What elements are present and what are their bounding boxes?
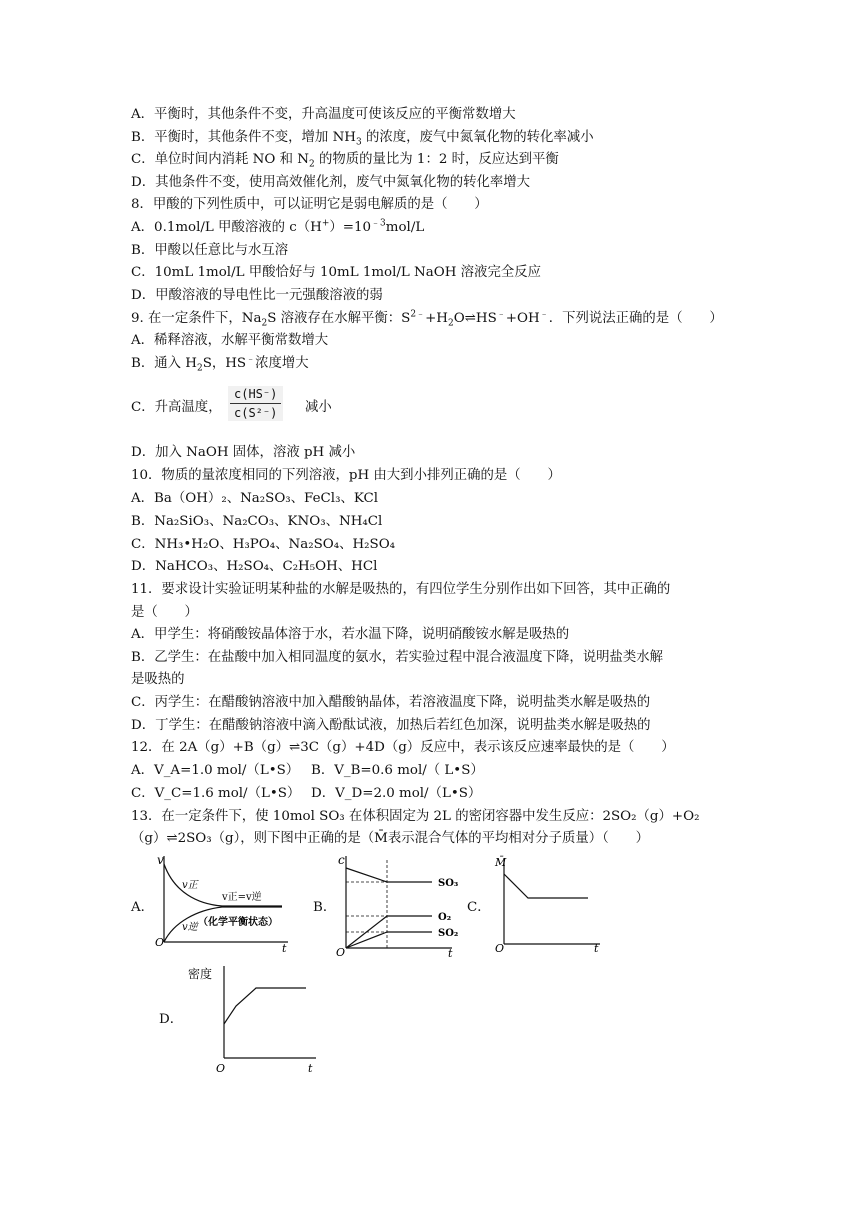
graph-a-origin: O: [155, 936, 165, 949]
q12-option-c: C．V_C=1.6 mol/（L•S）: [131, 786, 301, 801]
graph-b-x-label: t: [448, 947, 453, 958]
q10-option-d: D．NaHCO₃、H₂SO₄、C₂H₅OH、HCl: [131, 559, 378, 574]
graph-d-origin: O: [216, 1062, 226, 1074]
q8-stem: 8．甲酸的下列性质中，可以证明它是弱电解质的是（ ）: [131, 197, 488, 212]
graph-c: [490, 852, 610, 952]
q13-stem-line1: 13．在一定条件下，使 10mol SO₃ 在体积固定为 2L 的密闭容器中发生反应：2SO₂（g）+O₂: [131, 809, 700, 824]
q10-option-c: C．NH₃•H₂O、H₃PO₄、Na₂SO₄、H₂SO₄: [131, 537, 396, 552]
q8-option-b: B．甲酸以任意比与水互溶: [131, 243, 289, 258]
graph-a-equal-label: v正=v逆: [222, 892, 262, 903]
graph-a-label: A．: [131, 900, 155, 915]
graph-b-so3-label: SO₃: [438, 878, 459, 889]
q8-option-a: A．0.1mol/L 甲酸溶液的 $c(H^+)=10^{﹣3}mol/L$: [131, 218, 425, 235]
q11-option-d: D．丁学生：在醋酸钠溶液中滴入酚酞试液，加热后若红色加深，说明盐类水解是吸热的: [131, 718, 651, 733]
graph-a: [152, 852, 292, 952]
graph-b: [332, 852, 472, 958]
q12-option-b: B．V_B=0.6 mol/（ L•S）: [311, 763, 484, 778]
graph-a-x-label: t: [282, 942, 287, 952]
q9-option-a: A．稀释溶液，水解平衡常数增大: [131, 333, 329, 348]
q7-option-a: A．平衡时，其他条件不变，升高温度可使该反应的平衡常数增大: [131, 107, 516, 122]
q12-stem: 12．在 2A（g）+B（g）⇌3C（g）+4D（g）反应中，表示该反应速率最快的是（ ）: [131, 740, 675, 755]
graph-a-forward-label: v正: [182, 880, 198, 891]
graph-c-x-label: t: [594, 942, 599, 952]
q11-option-c: C．丙学生：在醋酸钠溶液中加入醋酸钠晶体，若溶液温度下降，说明盐类水解是吸热的: [131, 695, 651, 710]
q8-option-d: D．甲酸溶液的导电性比一元强酸溶液的弱: [131, 288, 383, 303]
q11-option-b-line2: 是吸热的: [131, 672, 185, 687]
graph-b-y-label: c: [338, 853, 345, 867]
graph-b-so3-line: [346, 868, 387, 882]
q11-option-a: A．甲学生：将硝酸铵晶体溶于水，若水温下降，说明硝酸铵水解是吸热的: [131, 627, 570, 642]
q12-option-d: D．V_D=2.0 mol/（L•S）: [311, 786, 482, 801]
graph-b-so2-line: [346, 932, 387, 948]
graph-c-label: C．: [467, 900, 491, 915]
graph-b-so2-label: SO₂: [438, 928, 459, 939]
graph-a-y-label: v: [157, 853, 164, 867]
graph-b-label: B．: [313, 900, 337, 915]
graph-b-origin: O: [336, 946, 346, 958]
q13-stem-line2: （g）⇌2SO₃（g），则下图中正确的是（M̄表示混合气体的平均相对分子质量）（ ）: [131, 831, 649, 846]
q10-stem: 10．物质的量浓度相同的下列溶液，pH 由大到小排列正确的是（ ）: [131, 468, 561, 483]
q11-option-b-line1: B．乙学生：在盐酸中加入相同温度的氨水，若实验过程中混合液温度下降，说明盐类水解: [131, 650, 664, 665]
graph-d-curve: [224, 988, 306, 1024]
q10-option-b: B．Na₂SiO₃、Na₂CO₃、KNO₃、NH₄Cl: [131, 514, 383, 529]
graph-d-label: D．: [159, 1012, 184, 1027]
graph-a-state-label: （化学平衡状态）: [198, 917, 278, 928]
fraction-numerator: c(HS⁻): [230, 386, 281, 404]
graph-c-y-label: M̄: [495, 856, 507, 869]
graph-c-origin: O: [495, 942, 505, 952]
fraction-denominator: c(S²⁻): [234, 406, 278, 420]
graph-d-x-label: t: [308, 1062, 313, 1074]
q9-option-b: B．通入 $H_2S$，HS﹣浓度增大: [131, 354, 309, 374]
q11-stem-line2: 是（ ）: [131, 605, 198, 620]
graph-b-o2-label: O₂: [438, 912, 452, 923]
q7-option-c: C．单位时间内消耗 NO 和 $N_2$ 的物质的量比为 1：2 时，反应达到平衡: [131, 152, 559, 170]
graph-c-curve: [504, 874, 588, 898]
q11-stem-line1: 11．要求设计实验证明某种盐的水解是吸热的，有四位学生分别作出如下回答，其中正确的: [131, 582, 671, 597]
graph-a-reverse-label: v逆: [182, 922, 198, 933]
graph-d-y-label: 密度: [188, 967, 213, 981]
q9-option-d: D．加入 NaOH 固体，溶液 pH 减小: [131, 445, 356, 460]
q12-option-a: A．V_A=1.0 mol/（L•S）: [131, 763, 300, 778]
q9-fraction: [228, 386, 283, 421]
q8-option-c: C．10mL 1mol/L 甲酸恰好与 10mL 1mol/L NaOH 溶液完全反应: [131, 265, 542, 280]
q9-stem: 9. 在一定条件下，$Na_2S$ 溶液存在水解平衡：$S^{2﹣}+H_2O\rightleftharpoons HS^﹣+OH^﹣$．下列说法正确的是（ ）: [131, 309, 723, 329]
q10-option-a: A．Ba（OH）₂、Na₂SO₃、FeCl₃、KCl: [131, 491, 378, 506]
graph-d: [182, 962, 332, 1074]
q7-option-b: B．平衡时，其他条件不变，增加 $NH_3$ 的浓度，废气中氮氧化物的转化率减小: [131, 130, 594, 148]
q9-option-c-prefix: C．升高温度，: [131, 400, 222, 415]
q9-option-c-suffix: 减小: [305, 400, 332, 415]
q7-option-d: D．其他条件不变，使用高效催化剂，废气中氮氧化物的转化率增大: [131, 175, 531, 190]
